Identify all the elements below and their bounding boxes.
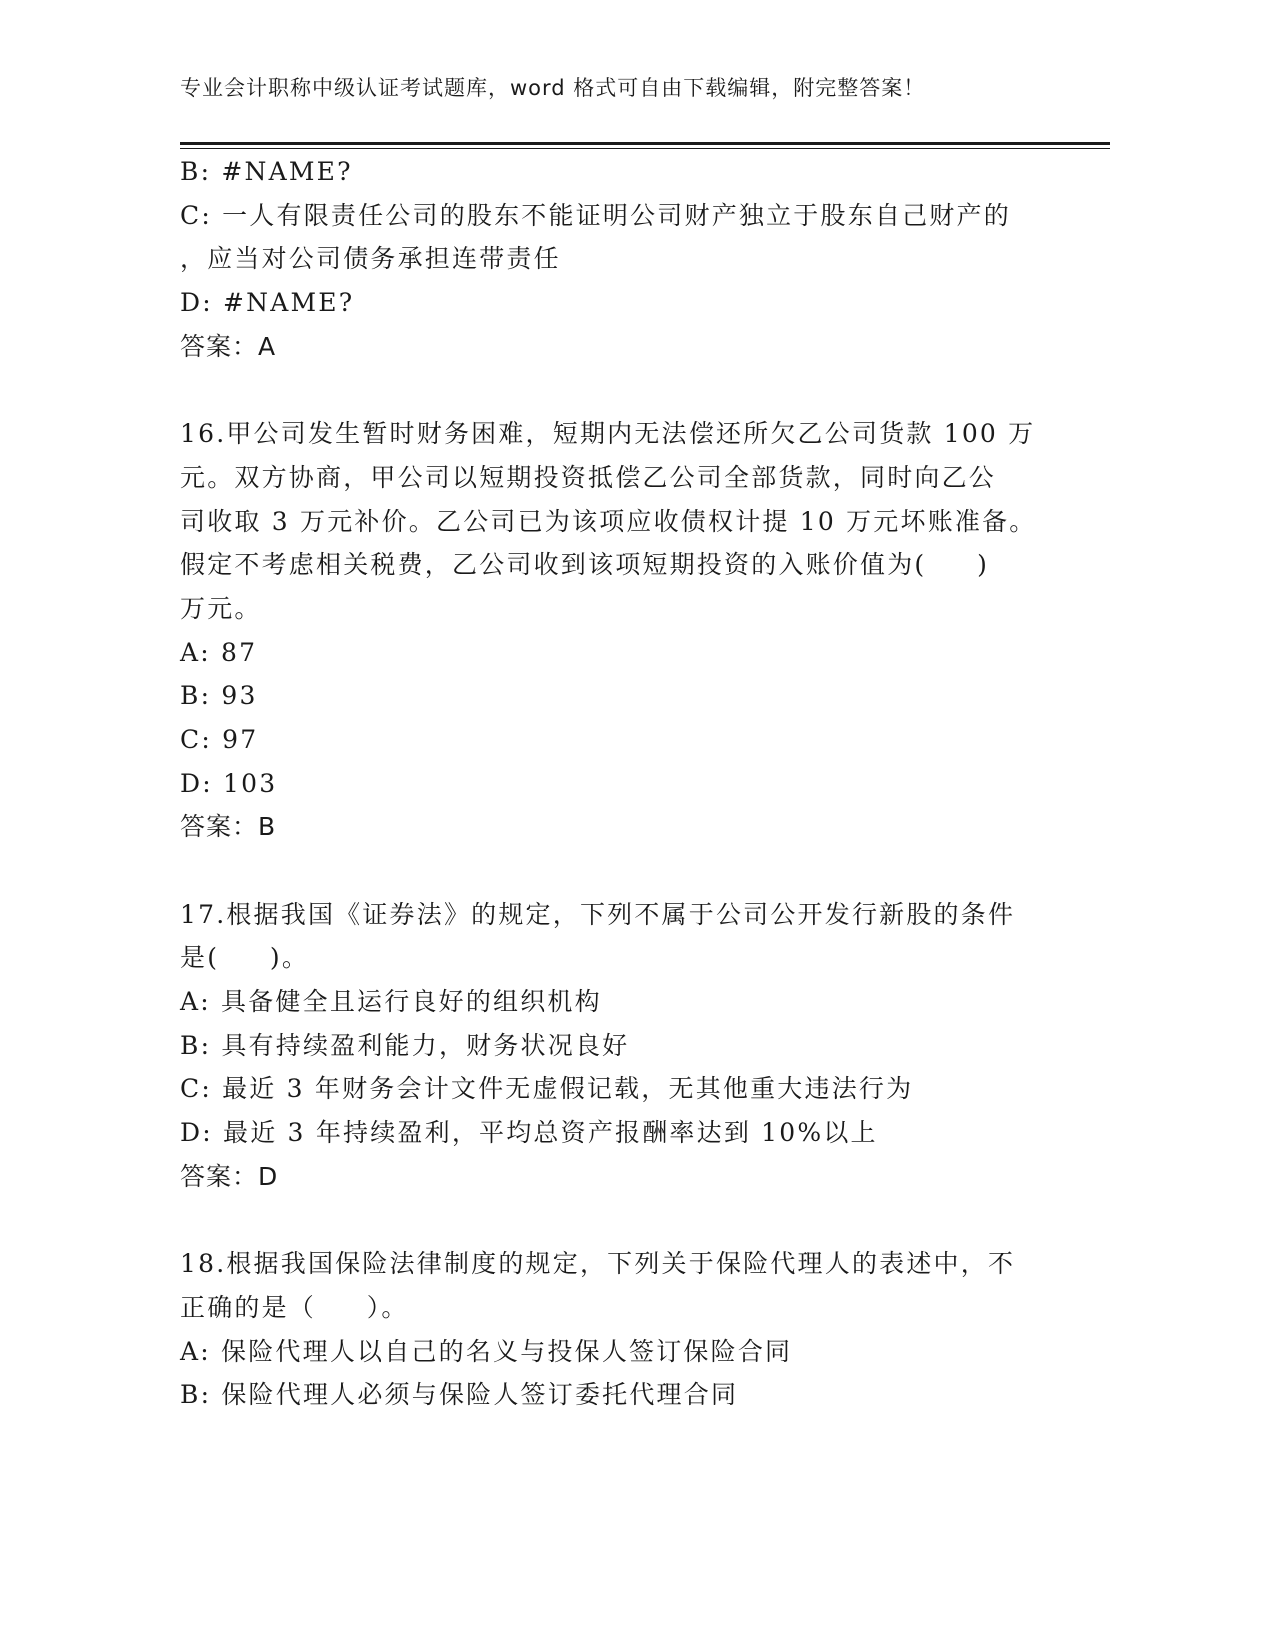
q18-option-a: A: 保险代理人以自己的名义与投保人签订保险合同: [180, 1336, 793, 1366]
q17-option-c: C: 最近 3 年财务会计文件无虚假记载，无其他重大违法行为: [180, 1074, 914, 1104]
q17-answer: 答案：D: [180, 1161, 279, 1191]
q17-option-b: B: 具有持续盈利能力，财务状况良好: [180, 1030, 630, 1060]
q15-option-c-line-1: C: 一人有限责任公司的股东不能证明公司财产独立于股东自己财产的: [180, 200, 1011, 230]
q15-option-d: D: #NAME?: [180, 288, 355, 318]
question-content: [180, 150, 1037, 1417]
q16-stem-line-1: 16.甲公司发生暂时财务困难，短期内无法偿还所欠乙公司货款 100 万: [180, 419, 1036, 449]
q15-answer: 答案：A: [180, 331, 277, 361]
q16-stem-line-4: 假定不考虑相关税费，乙公司收到该项短期投资的入账价值为( ): [180, 550, 990, 580]
q17-stem-line-2: 是( )。: [180, 943, 310, 973]
q17-option-d: D: 最近 3 年持续盈利，平均总资产报酬率达到 10%以上: [180, 1118, 878, 1148]
q16-option-b: B: 93: [180, 681, 258, 711]
q16-stem-line-3: 司收取 3 万元补价。乙公司已为该项应收债权计提 10 万元坏账准备。: [180, 506, 1037, 536]
page-header: 专业会计职称中级认证考试题库，word 格式可自由下载编辑，附完整答案！: [180, 76, 926, 100]
q16-option-d: D: 103: [180, 768, 278, 798]
q17-option-a: A: 具备健全且运行良好的组织机构: [180, 987, 602, 1017]
header-rule-thin: [180, 148, 1110, 149]
q18-option-b: B: 保险代理人必须与保险人签订委托代理合同: [180, 1380, 739, 1410]
q15-option-c-line-2: ，应当对公司债务承担连带责任: [180, 244, 561, 274]
q16-stem-line-2: 元。双方协商，甲公司以短期投资抵偿乙公司全部货款，同时向乙公: [180, 462, 997, 492]
q15-option-b: B: #NAME?: [180, 157, 353, 186]
q18-stem-line-2: 正确的是（ ）。: [180, 1292, 409, 1322]
q16-answer: 答案：B: [180, 812, 277, 842]
q16-stem-line-5: 万元。: [180, 593, 262, 623]
q16-option-c: C: 97: [180, 724, 259, 754]
q17-stem-line-1: 17.根据我国《证券法》的规定，下列不属于公司公开发行新股的条件: [180, 899, 1016, 929]
q16-option-a: A: 87: [180, 637, 258, 667]
header-rule-thick: [180, 142, 1110, 145]
q18-stem-line-1: 18.根据我国保险法律制度的规定，下列关于保险代理人的表述中，不: [180, 1249, 1016, 1279]
